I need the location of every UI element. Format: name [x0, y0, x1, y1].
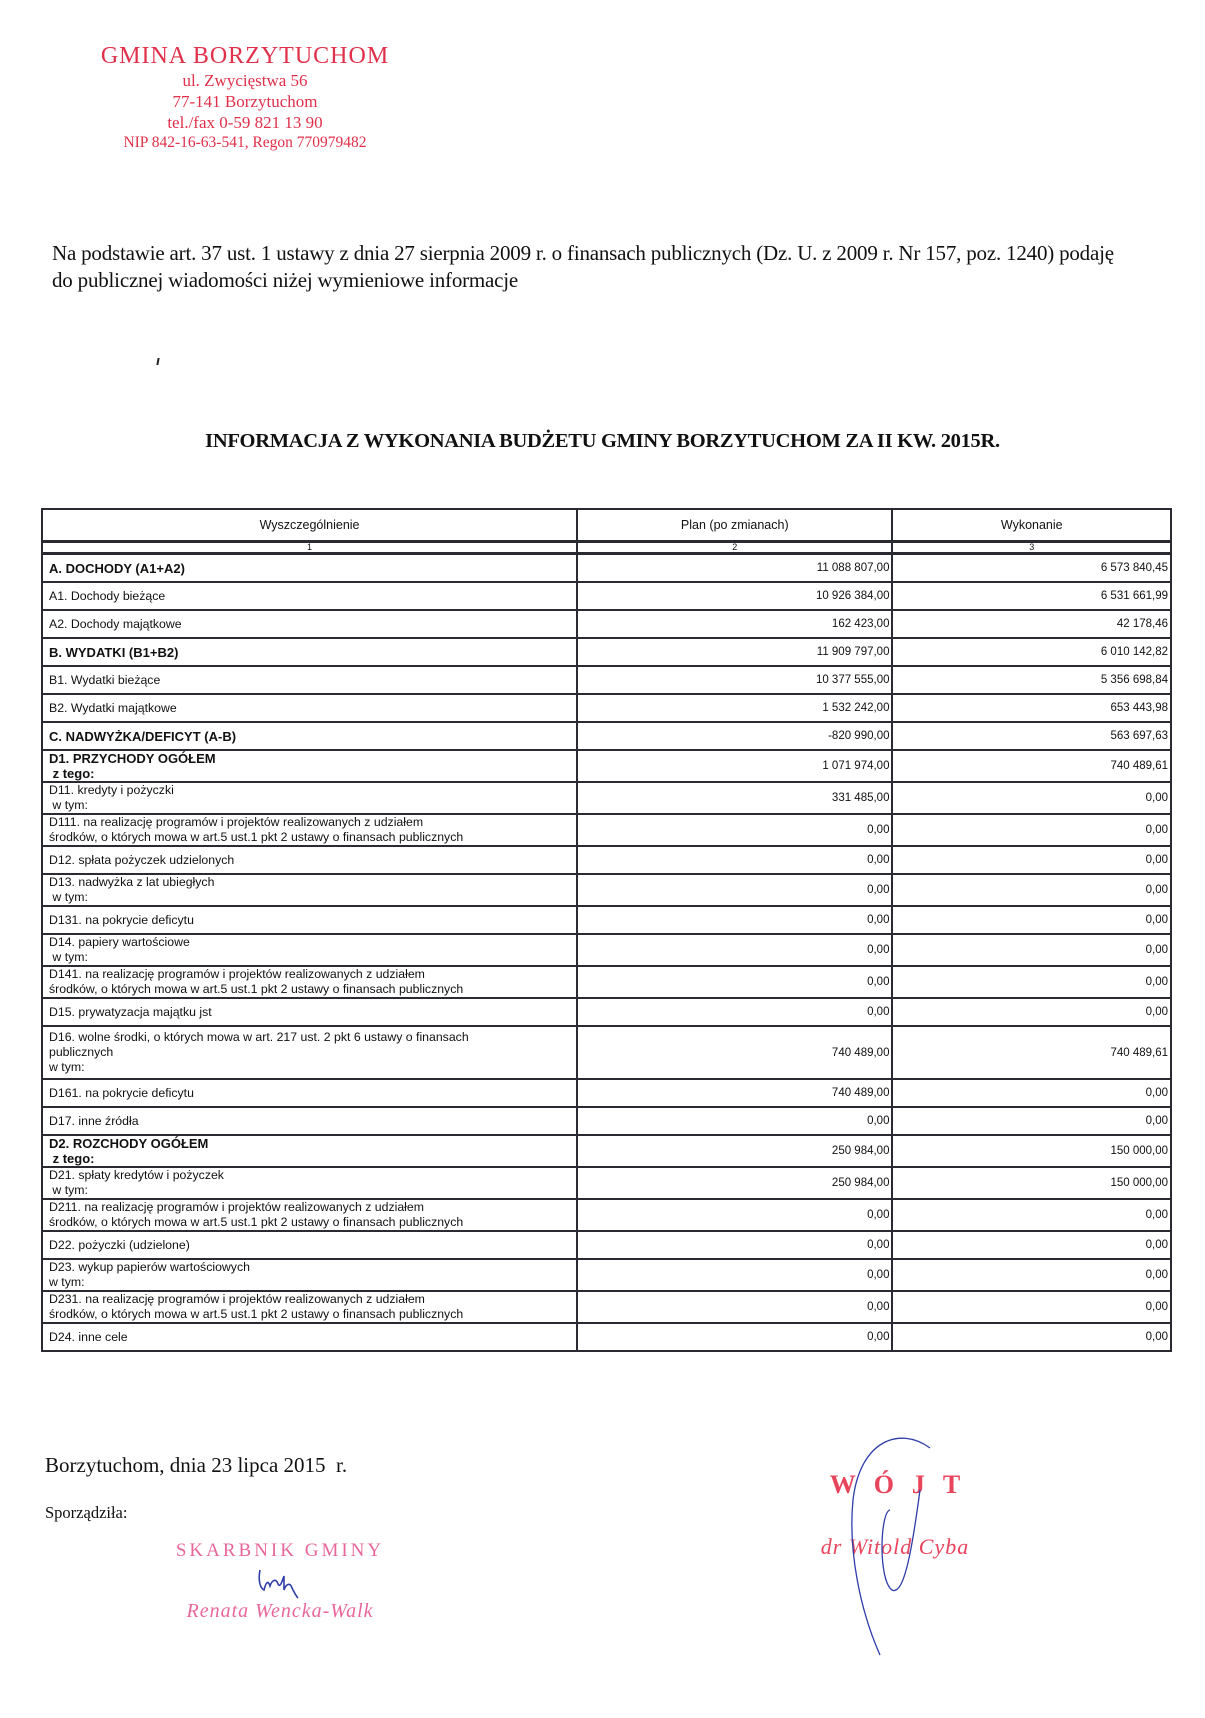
row-plan: 0,00	[577, 846, 892, 874]
row-plan: 0,00	[577, 1291, 892, 1323]
treasurer-signature	[150, 1562, 410, 1600]
row-label: A1. Dochody bieżące	[42, 582, 577, 610]
table-row	[42, 554, 1171, 583]
row-label: C. NADWYŻKA/DEFICYT (A-B)	[42, 722, 577, 750]
table-row	[42, 1135, 1171, 1167]
row-execution: 0,00	[892, 906, 1171, 934]
table-row	[42, 906, 1171, 934]
row-execution: 6 573 840,45	[892, 554, 1171, 583]
row-plan: 0,00	[577, 814, 892, 846]
stamp-municipality-name: GMINA BORZYTUCHOM	[100, 43, 390, 69]
stamp-city: 77-141 Borzytuchom	[172, 92, 318, 111]
table-row	[42, 934, 1171, 966]
row-plan: 740 489,00	[577, 1026, 892, 1079]
municipality-stamp	[80, 42, 410, 153]
row-plan: 11 909 797,00	[577, 638, 892, 666]
row-plan: 1 071 974,00	[577, 750, 892, 782]
header-plan: Plan (po zmianach)	[577, 509, 892, 542]
row-label: B1. Wydatki bieżące	[42, 666, 577, 694]
row-plan: 250 984,00	[577, 1167, 892, 1199]
row-plan: 0,00	[577, 874, 892, 906]
prepared-by-label: Sporządziła:	[45, 1503, 128, 1522]
row-plan: 0,00	[577, 1199, 892, 1231]
row-label: D12. spłata pożyczek udzielonych	[42, 846, 577, 874]
row-label: D22. pożyczki (udzielone)	[42, 1231, 577, 1259]
row-label: D11. kredyty i pożyczki w tym:	[42, 782, 577, 814]
row-label: A. DOCHODY (A1+A2)	[42, 554, 577, 583]
treasurer-name: Renata Wencka-Walk	[186, 1600, 374, 1622]
table-row	[42, 782, 1171, 814]
row-execution: 0,00	[892, 874, 1171, 906]
row-execution: 0,00	[892, 814, 1171, 846]
table-row	[42, 998, 1171, 1026]
table-row	[42, 1167, 1171, 1199]
place-and-date: Borzytuchom, dnia 23 lipca 2015 r.	[45, 1453, 348, 1477]
treasurer-role: SKARBNIK GMINY	[175, 1540, 385, 1561]
column-number-3: 3	[892, 542, 1171, 554]
budget-table	[41, 508, 1172, 1352]
row-label: D2. ROZCHODY OGÓŁEM z tego:	[42, 1135, 577, 1167]
row-execution: 740 489,61	[892, 750, 1171, 782]
row-execution: 6 010 142,82	[892, 638, 1171, 666]
row-plan: 1 532 242,00	[577, 694, 892, 722]
row-label: D23. wykup papierów wartościowych w tym:	[42, 1259, 577, 1291]
row-label: D21. spłaty kredytów i pożyczek w tym:	[42, 1167, 577, 1199]
row-label: D161. na pokrycie deficytu	[42, 1079, 577, 1107]
row-label: D131. na pokrycie deficytu	[42, 906, 577, 934]
row-label: B2. Wydatki majątkowe	[42, 694, 577, 722]
table-row	[42, 582, 1171, 610]
row-plan: 0,00	[577, 1231, 892, 1259]
header-execution: Wykonanie	[892, 509, 1171, 542]
row-label: D17. inne źródła	[42, 1107, 577, 1135]
table-row	[42, 666, 1171, 694]
table-row	[42, 1291, 1171, 1323]
row-label: B. WYDATKI (B1+B2)	[42, 638, 577, 666]
column-number-row	[42, 542, 1171, 554]
row-plan: 10 926 384,00	[577, 582, 892, 610]
column-number-2: 2	[577, 542, 892, 554]
header-description: Wyszczególnienie	[42, 509, 577, 542]
table-row	[42, 1107, 1171, 1135]
row-plan: 0,00	[577, 1323, 892, 1351]
stamp-phone: tel./fax 0-59 821 13 90	[167, 113, 323, 132]
table-row	[42, 1079, 1171, 1107]
row-execution: 6 531 661,99	[892, 582, 1171, 610]
row-label: D111. na realizację programów i projektów realizowanych z udziałem środków, o których mowa w art.5 ust.1 pkt 2 ustawy o finansach publicznych	[42, 814, 577, 846]
row-plan: 0,00	[577, 934, 892, 966]
header-row	[42, 509, 1171, 542]
row-label: D13. nadwyżka z lat ubiegłych w tym:	[42, 874, 577, 906]
row-execution: 0,00	[892, 1107, 1171, 1135]
table-row	[42, 1259, 1171, 1291]
row-execution: 5 356 698,84	[892, 666, 1171, 694]
row-execution: 0,00	[892, 934, 1171, 966]
table-row	[42, 694, 1171, 722]
row-execution: 150 000,00	[892, 1167, 1171, 1199]
row-execution: 0,00	[892, 782, 1171, 814]
table-row	[42, 722, 1171, 750]
row-label: D24. inne cele	[42, 1323, 577, 1351]
table-row	[42, 1231, 1171, 1259]
row-plan: 0,00	[577, 1259, 892, 1291]
table-row	[42, 610, 1171, 638]
row-plan: 0,00	[577, 966, 892, 998]
table-row	[42, 1323, 1171, 1351]
table-row	[42, 814, 1171, 846]
table-row	[42, 1026, 1171, 1079]
intro-paragraph: Na podstawie art. 37 ust. 1 ustawy z dnia 27 sierpnia 2009 r. o finansach publicznych (Dz. U. z 2009 r. Nr 157, poz. 1240) podaję do publicznej wiadomości niżej wymieniowe informacje	[52, 241, 1114, 292]
row-plan: 10 377 555,00	[577, 666, 892, 694]
row-label: D141. na realizację programów i projektów realizowanych z udziałem środków, o których mowa w art.5 ust.1 pkt 2 ustawy o finansach publicznych	[42, 966, 577, 998]
table-row	[42, 638, 1171, 666]
row-plan: 162 423,00	[577, 610, 892, 638]
row-plan: 331 485,00	[577, 782, 892, 814]
mayor-stamp	[790, 1470, 1000, 1560]
table-row	[42, 846, 1171, 874]
document-title: INFORMACJA Z WYKONANIA BUDŻETU GMINY BORZYTUCHOM ZA II KW. 2015R.	[205, 430, 1000, 452]
row-execution: 0,00	[892, 1291, 1171, 1323]
stamp-street: ul. Zwycięstwa 56	[182, 71, 308, 90]
column-number-1: 1	[42, 542, 577, 554]
row-plan: 0,00	[577, 1107, 892, 1135]
mayor-role: WÓJT	[829, 1470, 979, 1499]
row-plan: -820 990,00	[577, 722, 892, 750]
row-execution: 740 489,61	[892, 1026, 1171, 1079]
row-label: D16. wolne środki, o których mowa w art. 217 ust. 2 pkt 6 ustawy o finansach publicznych w tym:	[42, 1026, 577, 1079]
row-plan: 0,00	[577, 906, 892, 934]
row-execution: 42 178,46	[892, 610, 1171, 638]
row-plan: 0,00	[577, 998, 892, 1026]
row-execution: 150 000,00	[892, 1135, 1171, 1167]
row-label: D1. PRZYCHODY OGÓŁEM z tego:	[42, 750, 577, 782]
row-label: D15. prywatyzacja majątku jst	[42, 998, 577, 1026]
table-row	[42, 750, 1171, 782]
stamp-tax-ids: NIP 842-16-63-541, Regon 770979482	[123, 134, 367, 151]
row-execution: 0,00	[892, 1323, 1171, 1351]
row-label: D211. na realizację programów i projektów realizowanych z udziałem środków, o których mowa w art.5 ust.1 pkt 2 ustawy o finansach publicznych	[42, 1199, 577, 1231]
table-row	[42, 966, 1171, 998]
row-execution: 563 697,63	[892, 722, 1171, 750]
row-execution: 0,00	[892, 846, 1171, 874]
row-plan: 250 984,00	[577, 1135, 892, 1167]
row-plan: 740 489,00	[577, 1079, 892, 1107]
row-label: D14. papiery wartościowe w tym:	[42, 934, 577, 966]
row-execution: 0,00	[892, 998, 1171, 1026]
mayor-name: dr Witold Cyba	[820, 1534, 970, 1559]
row-execution: 0,00	[892, 1199, 1171, 1231]
treasurer-stamp	[150, 1540, 410, 1623]
table-row	[42, 1199, 1171, 1231]
row-execution: 0,00	[892, 1231, 1171, 1259]
row-label: D231. na realizację programów i projektów realizowanych z udziałem środków, o których mowa w art.5 ust.1 pkt 2 ustawy o finansach publicznych	[42, 1291, 577, 1323]
row-plan: 11 088 807,00	[577, 554, 892, 583]
row-label: A2. Dochody majątkowe	[42, 610, 577, 638]
stray-mark	[156, 358, 159, 365]
row-execution: 0,00	[892, 1259, 1171, 1291]
row-execution: 0,00	[892, 966, 1171, 998]
handwritten-signature-icon	[240, 1562, 320, 1600]
row-execution: 653 443,98	[892, 694, 1171, 722]
row-execution: 0,00	[892, 1079, 1171, 1107]
table-row	[42, 874, 1171, 906]
